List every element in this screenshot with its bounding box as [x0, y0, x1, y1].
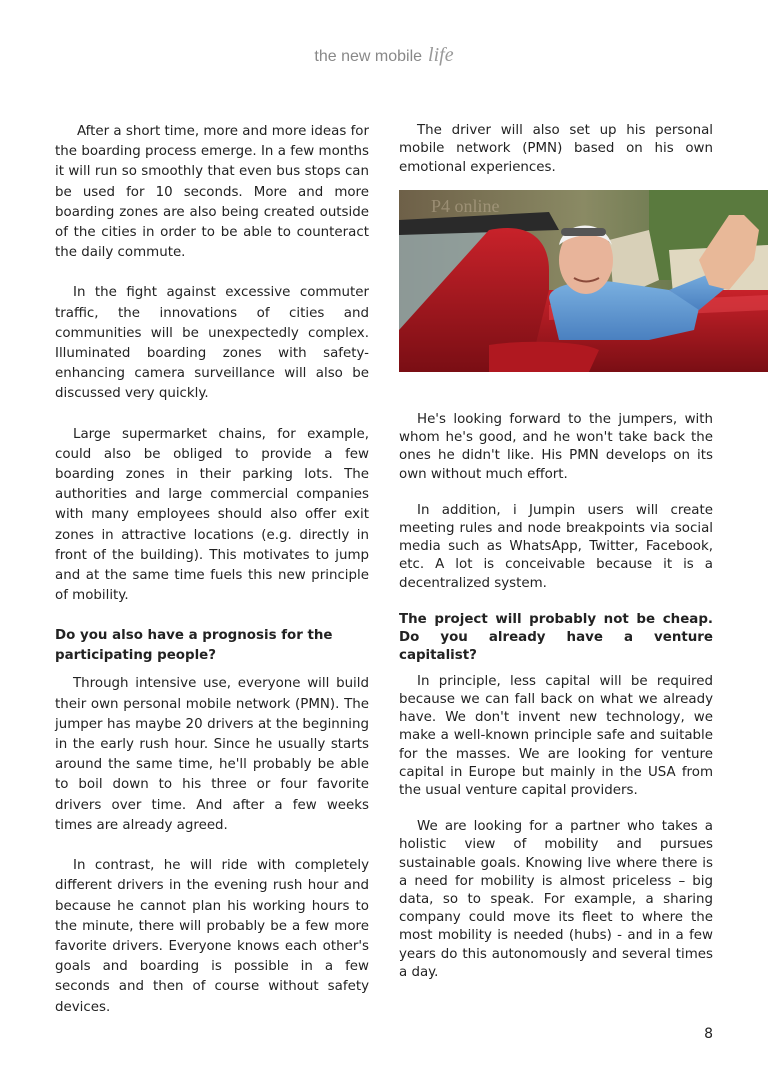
right-question-heading: The project will probably not be cheap. Do you already have a venture capitalist?: [399, 611, 713, 663]
header-script-word: life: [428, 44, 454, 66]
left-paragraph-3: Large supermarket chains, for example, could also be obliged to provide a few boarding zones in their parking lots. The authorities and large commercial companies with many employees should also offer exit zones in attractive locations (e.g. directly in front of the building). This motivates to jump and at the same time fuels this new principle of mobility.: [55, 426, 369, 604]
photo-illustration: [399, 190, 768, 372]
right-column-bottom: [399, 411, 713, 1000]
right-paragraph-4: In principle, less capital will be required because we can fall back on what we already have. We don't invent new technology, we make a well-known principle safe and suitable for the masses. We are looking for venture capital in Europe but mainly in the USA from the usual venture capital providers.: [399, 673, 713, 799]
right-paragraph-1: The driver will also set up his personal mobile network (PMN) based on his own emotional experiences.: [399, 123, 713, 175]
page-number: 8: [704, 1026, 713, 1042]
left-column: [55, 122, 369, 1038]
header-brand: the new mobile: [314, 48, 423, 65]
left-paragraph-5: In contrast, he will ride with completely different drivers in the evening rush hour and because he cannot plan his working hours to the minute, there will probably be a few more favorite drivers. Everyone knows each other's goals and boarding is possible in a few seconds and then of course without safety devices.: [55, 858, 369, 1015]
left-question-heading: Do you also have a prognosis for the participating people?: [55, 628, 333, 664]
right-paragraph-2: He's looking forward to the jumpers, with whom he's good, and he won't take back the ones he didn't like. His PMN develops on its own without much effort.: [399, 412, 713, 482]
left-paragraph-1: After a short time, more and more ideas for the boarding process emerge. In a few months it will run so smoothly that even bus stops can be used for 10 seconds. More and more boarding zones are also being created outside of the cities in order to be able to counteract the daily commute.: [55, 124, 369, 261]
running-header: [0, 44, 768, 67]
left-paragraph-4: Through intensive use, everyone will build their own personal mobile network (PMN). The jumper has maybe 20 drivers at the beginning in the early rush hour. Since he usually starts around the same time, he'll probably be able to boil down to his three or four favorite drivers over time. And after a few weeks times are already agreed.: [55, 676, 369, 833]
right-paragraph-3: In addition, i Jumpin users will create meeting rules and node breakpoints via social media such as WhatsApp, Twitter, Facebook, etc. A lot is conceivable because it is a decentralized system.: [399, 502, 713, 591]
photo-watermark: P4 online: [431, 196, 500, 216]
right-column-top: [399, 122, 713, 197]
right-paragraph-5: We are looking for a partner who takes a holistic view of mobility and pursues sustainable goals. Knowing live where there is a need for mobility is almost priceless – big data, so to speak. For example, a sharing company could move its fleet to where the most mobility is needed (hubs) - and in a few years do this autonomously and several times a day.: [399, 819, 713, 980]
left-paragraph-2: In the fight against excessive commuter traffic, the innovations of cities and communities will be unexpectedly complex. Illuminated boarding zones with safety-enhancing camera surveillance will also be discussed very quickly.: [55, 285, 369, 402]
photo-man-in-convertible: [399, 190, 768, 372]
